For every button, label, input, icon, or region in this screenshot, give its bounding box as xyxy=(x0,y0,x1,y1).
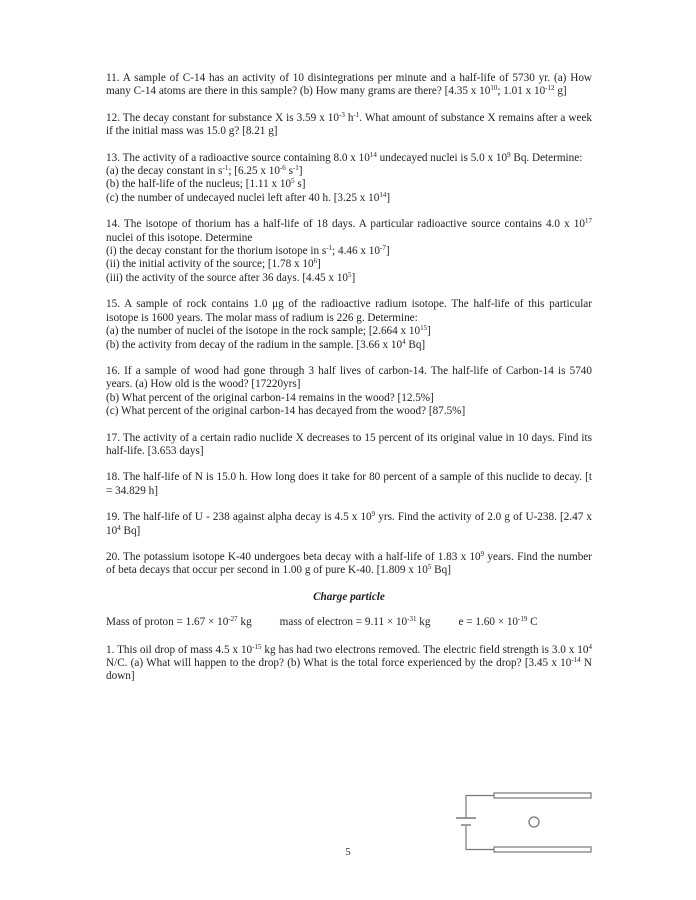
text-run: 20. The potassium isotope K-40 undergoes beta decay with a half-life of 1.83 x 10 xyxy=(106,550,481,563)
text-run: (b) What percent of the original carbon-14 remains in the wood? [12.5%] xyxy=(106,391,434,404)
text-run: Bq] xyxy=(120,524,141,537)
text-run: ] xyxy=(298,165,303,178)
text-run: s] xyxy=(294,178,306,191)
text-run: years. Find the number of beta decays that occur per second in 1.00 g of pure K-40. [1.809 x 10 xyxy=(106,550,592,577)
text-run: kg xyxy=(416,616,431,629)
text-run: 16. If a sample of wood had gone through 3 half lives of carbon-14. The half-life of Carbon-14 is 5740 years. (a) How old is the wood? [17220yrs] xyxy=(106,364,592,391)
question-q20 xyxy=(106,551,592,578)
top-plate xyxy=(494,793,591,798)
text-run: 11. A sample of C-14 has an activity of 10 disintegrations per minute and a half-life of 5730 yr. (a) How many C-14 atoms are there in this sample? (b) How many grams are there? [4.35 x 10 xyxy=(106,72,592,98)
question-line xyxy=(106,405,592,418)
question-line xyxy=(106,72,592,99)
question-line xyxy=(106,511,592,538)
question-q17 xyxy=(106,432,592,459)
text-run: Bq] xyxy=(405,338,426,351)
superscript: -15 xyxy=(252,642,262,651)
question-q13 xyxy=(106,152,592,206)
superscript: -19 xyxy=(518,615,528,624)
text-run: 17. The activity of a certain radio nuclide X decreases to 15 percent of its original value in 10 days. Find its half-life. [3.653 days] xyxy=(106,431,592,457)
text-run: 12. The decay constant for substance X is 3.59 x 10 xyxy=(106,111,339,124)
superscript: 14 xyxy=(369,150,377,159)
text-run: mass of electron = 9.11 × 10 xyxy=(279,616,408,629)
superscript: 14 xyxy=(379,190,387,199)
page-number: 5 xyxy=(345,846,351,858)
question-line xyxy=(106,365,592,392)
text-run: N down] xyxy=(106,657,592,683)
superscript: -1 xyxy=(353,110,360,119)
text-run: ] xyxy=(351,271,356,284)
text-run: (c) What percent of the original carbon-14 has decayed from the wood? [87.5%] xyxy=(106,405,466,418)
charge-particle-questions xyxy=(106,644,592,684)
document-page xyxy=(106,72,592,697)
question-line xyxy=(106,192,592,205)
text-run: yrs. Find the activity of 2.0 g of U-238. [2.47 x 10 xyxy=(106,511,592,537)
question-cq1 xyxy=(106,644,592,684)
question-q18 xyxy=(106,471,592,498)
superscript: -1 xyxy=(292,164,299,173)
text-run: kg xyxy=(237,616,252,629)
superscript: 9 xyxy=(507,150,511,159)
superscript: 17 xyxy=(585,217,592,226)
superscript: 15 xyxy=(420,324,428,333)
text-run: e = 1.60 × 10 xyxy=(458,616,519,629)
superscript: -1 xyxy=(326,244,333,253)
question-q11 xyxy=(106,72,592,99)
text-run: 13. The activity of a radioactive source containing 8.0 x 10 xyxy=(106,151,370,164)
superscript: -6 xyxy=(279,164,286,173)
text-run: 15. A sample of rock contains 1.0 μg of the radioactive radium isotope. The half-life of this particular isotope is 1600 years. The molar mass of radium is 226 g. Determine: xyxy=(106,298,592,324)
text-run: ; 4.46 x 10 xyxy=(332,245,380,258)
question-list xyxy=(106,72,592,578)
question-q19 xyxy=(106,511,592,538)
superscript: 10 xyxy=(490,84,498,93)
text-run: 14. The isotope of thorium has a half-life of 18 days. A particular radioactive source contains 4.0 x 10 xyxy=(106,218,585,231)
question-line xyxy=(106,152,592,165)
question-q15 xyxy=(106,298,592,352)
superscript: 4 xyxy=(117,523,121,532)
physical-constants xyxy=(106,616,592,629)
text-run: (ii) the initial activity of the source; [1.78 x 10 xyxy=(106,258,314,271)
text-run: (i) the decay constant for the thorium isotope in s xyxy=(106,245,327,258)
text-run: (b) the activity from decay of the radium in the sample. [3.66 x 10 xyxy=(106,338,403,351)
text-run: Mass of proton = 1.67 × 10 xyxy=(106,616,229,629)
question-q14 xyxy=(106,218,592,285)
text-run: g] xyxy=(554,85,567,98)
text-run: ; [6.25 x 10 xyxy=(228,165,280,178)
oil-drop xyxy=(529,817,539,827)
question-line xyxy=(106,218,592,245)
superscript: 9 xyxy=(480,549,485,558)
question-line xyxy=(106,298,592,325)
question-line xyxy=(106,325,592,338)
text-run: (a) the number of nuclei of the isotope in the rock sample; [2.664 x 10 xyxy=(106,325,421,338)
question-line xyxy=(106,339,592,352)
superscript: -7 xyxy=(379,244,386,253)
text-run: Bq. Determine: xyxy=(510,151,583,164)
superscript: 5 xyxy=(348,270,352,279)
superscript: -1 xyxy=(222,164,229,173)
question-line xyxy=(106,392,592,405)
question-line xyxy=(106,432,592,459)
text-run: N/C. (a) What will happen to the drop? (b) What is the total force experienced by the drop? [3.45 x 10 xyxy=(106,657,572,669)
text-run: undecayed nuclei is 5.0 x 10 xyxy=(376,151,508,164)
superscript: 4 xyxy=(402,337,406,346)
text-run: (b) the half-life of the nucleus; [1.11 x 10 xyxy=(106,178,292,191)
constant xyxy=(458,616,537,629)
superscript: -27 xyxy=(228,615,238,624)
superscript: 6 xyxy=(313,257,318,266)
superscript: -3 xyxy=(338,110,345,119)
superscript: -12 xyxy=(545,84,555,93)
question-line xyxy=(106,644,592,684)
text-run: 1. This oil drop of mass 4.5 x 10 xyxy=(106,643,253,656)
text-run: nuclei of this isotope. Determine xyxy=(106,231,253,244)
question-line xyxy=(106,245,592,258)
superscript: 5 xyxy=(291,177,295,186)
text-run: (a) the decay constant in s xyxy=(106,165,223,178)
question-line xyxy=(106,258,592,271)
wire-top xyxy=(466,796,494,819)
text-run: Bq] xyxy=(431,564,451,577)
superscript: -14 xyxy=(571,656,581,664)
text-run: 18. The half-life of N is 15.0 h. How long does it take for 80 percent of a sample of this nuclide to decay. [t = 34.829 h] xyxy=(106,471,592,497)
text-run: ] xyxy=(427,325,431,338)
superscript: 4 xyxy=(588,642,592,651)
superscript: -31 xyxy=(407,615,417,624)
superscript: 9 xyxy=(371,510,376,519)
constant xyxy=(106,616,252,629)
text-run: 19. The half-life of U - 238 against alpha decay is 4.5 x 10 xyxy=(106,511,372,524)
parallel-plates-diagram xyxy=(444,792,594,854)
question-q16 xyxy=(106,365,592,419)
text-run: (iii) the activity of the source after 36 days. [4.45 x 10 xyxy=(106,271,349,284)
text-run: ] xyxy=(386,191,391,204)
question-line xyxy=(106,272,592,285)
constant xyxy=(280,616,431,629)
superscript: 5 xyxy=(427,563,432,572)
text-run: . What amount of substance X remains after a week if the initial mass was 15.0 g? [8.21 g] xyxy=(106,111,593,138)
section-heading: Charge particle xyxy=(313,590,385,603)
question-line xyxy=(106,112,592,139)
text-run: ] xyxy=(317,258,321,271)
text-run: ] xyxy=(385,245,390,258)
text-run: (c) the number of undecayed nuclei left after 40 h. [3.25 x 10 xyxy=(106,191,380,204)
text-run: C xyxy=(527,616,538,629)
question-q12 xyxy=(106,112,592,139)
text-run: h xyxy=(344,111,354,124)
question-line xyxy=(106,471,592,498)
question-line xyxy=(106,551,592,578)
question-line xyxy=(106,178,592,191)
text-run: ; 1.01 x 10 xyxy=(497,85,546,98)
text-run: s xyxy=(285,165,293,178)
text-run: kg has had two electrons removed. The electric field strength is 3.0 x 10 xyxy=(261,643,589,656)
question-line xyxy=(106,165,592,178)
